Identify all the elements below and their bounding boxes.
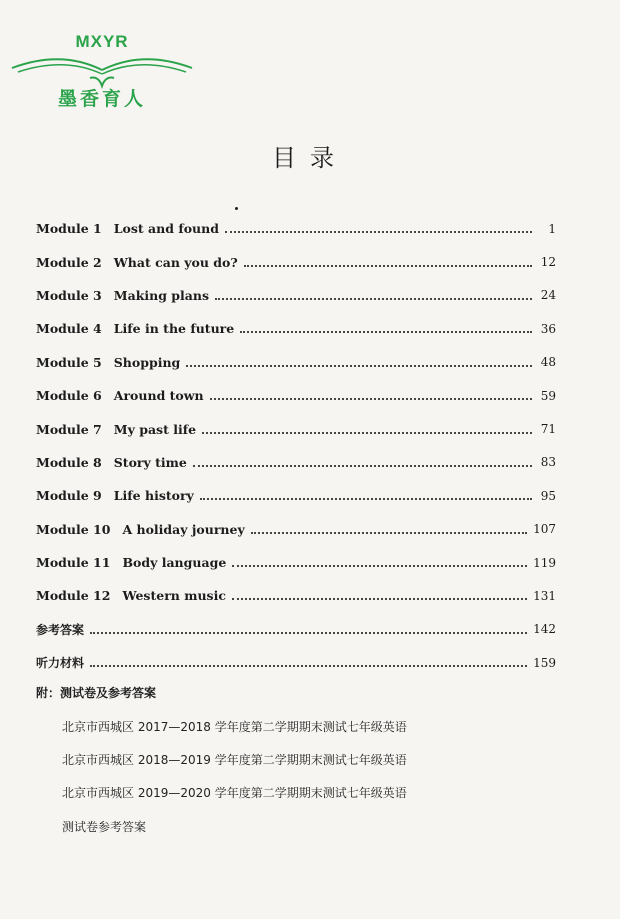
appendix-item[interactable]: 北京市西城区 2018—2019 学年度第二学期期末测试七年级英语	[62, 753, 407, 767]
dot-leader	[200, 497, 532, 500]
toc-row-module-6[interactable]	[36, 379, 556, 412]
module-title: Life in the future	[113, 321, 235, 337]
page-title: 目录	[272, 144, 348, 172]
logo-text-en: MXYR	[75, 32, 129, 51]
dot-leader	[193, 464, 532, 467]
module-title: Making plans	[113, 287, 210, 303]
dot-leader	[232, 597, 527, 600]
stray-dot	[235, 207, 238, 210]
dot-leader	[251, 531, 527, 534]
module-title: Lost and found	[113, 221, 219, 237]
section-title: 听力材料	[36, 656, 85, 671]
module-title: My past life	[113, 421, 197, 437]
toc-row-listening[interactable]	[36, 646, 556, 679]
module-number: Module 5	[36, 354, 102, 370]
module-title: Body language	[122, 555, 227, 571]
module-number: Module 2	[36, 254, 102, 270]
page-number: 36	[540, 321, 556, 336]
toc-row-answers[interactable]	[36, 613, 556, 646]
dot-leader	[90, 631, 527, 634]
dot-leader	[240, 330, 532, 333]
toc-row-module-8[interactable]	[36, 446, 556, 479]
page-number: 107	[533, 522, 556, 537]
appendix-item[interactable]: 北京市西城区 2019—2020 学年度第二学期期末测试七年级英语	[62, 786, 407, 800]
appendix-item[interactable]: 北京市西城区 2017—2018 学年度第二学期期末测试七年级英语	[62, 720, 407, 734]
dot-leader	[225, 230, 532, 233]
toc-row-module-9[interactable]	[36, 479, 556, 512]
page-number: 142	[533, 622, 556, 637]
section-title: 参考答案	[36, 622, 85, 637]
toc-row-module-2[interactable]	[36, 245, 556, 278]
toc-row-module-3[interactable]	[36, 279, 556, 312]
publisher-logo	[4, 26, 200, 110]
logo-text-cn: 墨香育人	[57, 89, 146, 110]
module-number: Module 12	[36, 588, 111, 604]
module-title: Around town	[113, 388, 204, 404]
page-number: 119	[533, 555, 556, 570]
toc-row-module-10[interactable]	[36, 513, 556, 546]
toc-row-module-4[interactable]	[36, 312, 556, 345]
page-number: 1	[548, 221, 556, 236]
module-title: Western music	[122, 588, 226, 604]
module-number: Module 4	[36, 321, 102, 337]
page-number: 12	[540, 255, 556, 270]
page-number: 24	[540, 288, 556, 303]
toc-row-module-7[interactable]	[36, 412, 556, 445]
module-number: Module 11	[36, 555, 111, 571]
module-number: Module 8	[36, 454, 102, 470]
table-of-contents	[36, 212, 556, 679]
dot-leader	[210, 397, 532, 400]
appendix-item[interactable]: 测试卷参考答案	[62, 820, 147, 834]
page-number: 71	[540, 422, 556, 437]
toc-row-module-1[interactable]	[36, 212, 556, 245]
module-number: Module 9	[36, 488, 102, 504]
module-number: Module 7	[36, 421, 102, 437]
dot-leader	[215, 297, 532, 300]
page-number: 83	[540, 455, 556, 470]
module-title: Shopping	[113, 354, 181, 370]
page-number: 159	[533, 655, 556, 670]
dot-leader	[90, 664, 527, 667]
module-title: What can you do?	[113, 254, 238, 270]
toc-row-module-5[interactable]	[36, 346, 556, 379]
page-number: 48	[540, 355, 556, 370]
module-number: Module 10	[36, 521, 111, 537]
dot-leader	[232, 564, 527, 567]
toc-row-module-12[interactable]	[36, 579, 556, 612]
page-number: 95	[540, 488, 556, 503]
page-number: 131	[533, 588, 556, 603]
module-number: Module 6	[36, 388, 102, 404]
module-number: Module 1	[36, 221, 102, 237]
module-title: A holiday journey	[122, 521, 245, 537]
module-number: Module 3	[36, 287, 102, 303]
toc-row-module-11[interactable]	[36, 546, 556, 579]
module-title: Story time	[113, 454, 187, 470]
module-title: Life history	[113, 488, 194, 504]
dot-leader	[244, 264, 532, 267]
appendix-heading: 附：测试卷及参考答案	[36, 686, 157, 700]
page-number: 59	[540, 388, 556, 403]
dot-leader	[186, 364, 532, 367]
dot-leader	[202, 431, 532, 434]
